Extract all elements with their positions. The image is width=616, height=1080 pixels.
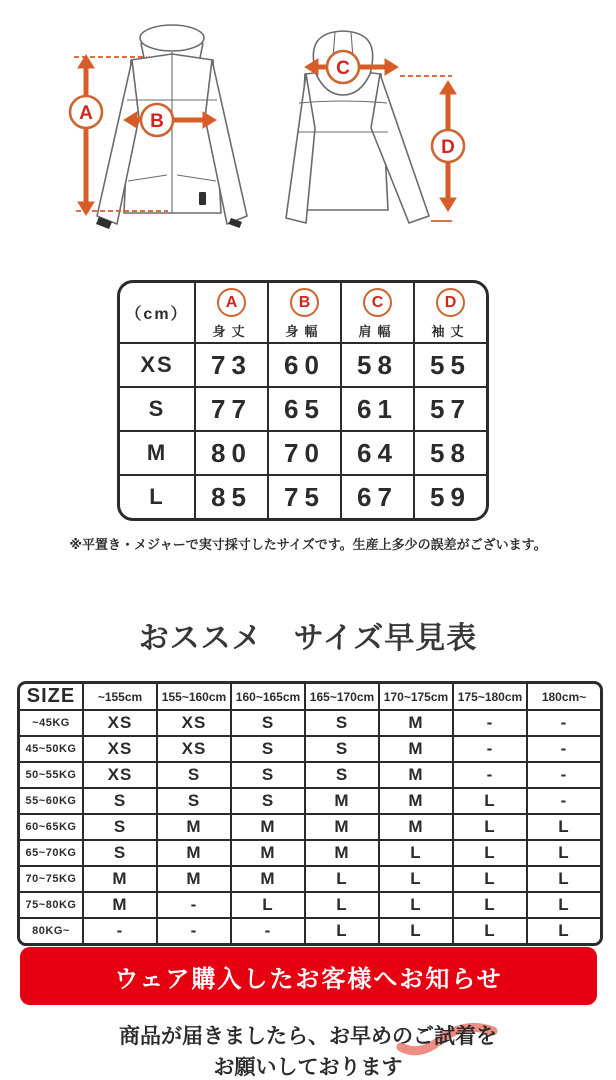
- value-cell: L: [378, 917, 452, 943]
- value-cell: S: [304, 761, 378, 787]
- value-cell: 59: [413, 474, 486, 518]
- value-cell: L: [452, 891, 526, 917]
- table-row: [20, 709, 600, 735]
- table-row: [20, 761, 600, 787]
- value-cell: S: [304, 735, 378, 761]
- value-cell: 57: [413, 386, 486, 430]
- measurement-table: [117, 280, 489, 521]
- row-header-cell: L: [120, 474, 194, 518]
- value-cell: XS: [156, 709, 230, 735]
- table-row: [20, 839, 600, 865]
- row-header-cell: 65~70KG: [20, 839, 82, 865]
- value-cell: L: [526, 865, 600, 891]
- value-cell: -: [452, 761, 526, 787]
- value-cell: L: [304, 891, 378, 917]
- value-cell: L: [452, 917, 526, 943]
- height-header-2: 160~165cm: [230, 684, 304, 709]
- height-header-4: 170~175cm: [378, 684, 452, 709]
- value-cell: L: [378, 839, 452, 865]
- value-cell: L: [452, 865, 526, 891]
- measure-label-d: D: [441, 137, 455, 158]
- value-cell: M: [304, 839, 378, 865]
- badge-a: A: [217, 288, 246, 317]
- recommend-table-body: [20, 709, 600, 943]
- value-cell: M: [82, 865, 156, 891]
- table-row: [20, 787, 600, 813]
- value-cell: -: [156, 917, 230, 943]
- size-measurement-diagram: [0, 0, 616, 270]
- value-cell: M: [378, 709, 452, 735]
- value-cell: M: [304, 787, 378, 813]
- value-cell: -: [526, 735, 600, 761]
- row-header-cell: 50~55KG: [20, 761, 82, 787]
- value-cell: 61: [340, 386, 413, 430]
- fitting-message: [0, 1021, 616, 1080]
- table-row: [120, 430, 486, 474]
- value-cell: M: [304, 813, 378, 839]
- table-row: [20, 865, 600, 891]
- measure-label-a: A: [79, 103, 93, 124]
- badge-c: C: [363, 288, 392, 317]
- fitting-message-line2: お願いしております: [213, 1056, 403, 1079]
- notice-banner: [20, 947, 597, 1005]
- value-cell: 85: [194, 474, 267, 518]
- value-cell: L: [526, 839, 600, 865]
- recommend-table-title: おススメ サイズ早見表: [138, 622, 478, 655]
- value-cell: S: [82, 839, 156, 865]
- measurement-note: ※平置き・メジャーで実寸採寸したサイズです。生産上多少の誤差がございます。: [69, 537, 547, 552]
- value-cell: 58: [340, 342, 413, 386]
- recommend-header-row: [20, 684, 600, 709]
- table-row: [120, 474, 486, 518]
- row-header-cell: S: [120, 386, 194, 430]
- value-cell: 64: [340, 430, 413, 474]
- height-header-6: 180cm~: [526, 684, 600, 709]
- value-cell: XS: [82, 735, 156, 761]
- value-cell: L: [452, 787, 526, 813]
- fitting-message-line1: 商品が届きましたら、お早めのご試着を: [119, 1025, 497, 1048]
- value-cell: L: [526, 891, 600, 917]
- value-cell: M: [378, 761, 452, 787]
- height-header-1: 155~160cm: [156, 684, 230, 709]
- row-header-cell: 45~50KG: [20, 735, 82, 761]
- value-cell: XS: [82, 761, 156, 787]
- measure-label-c: C: [336, 58, 350, 79]
- value-cell: L: [452, 839, 526, 865]
- height-header-0: ~155cm: [82, 684, 156, 709]
- value-cell: 55: [413, 342, 486, 386]
- value-cell: M: [156, 839, 230, 865]
- notice-banner-text: ウェア購入したお客様へお知らせ: [114, 965, 503, 993]
- height-header-3: 165~170cm: [304, 684, 378, 709]
- value-cell: S: [304, 709, 378, 735]
- value-cell: M: [230, 813, 304, 839]
- measurement-header-row: [120, 283, 486, 342]
- column-label-b: 身幅: [285, 323, 324, 339]
- row-header-cell: 75~80KG: [20, 891, 82, 917]
- row-header-cell: ~45KG: [20, 709, 82, 735]
- table-row: [120, 386, 486, 430]
- table-row: [20, 735, 600, 761]
- value-cell: 77: [194, 386, 267, 430]
- value-cell: 67: [340, 474, 413, 518]
- value-cell: 70: [267, 430, 340, 474]
- column-header-b: [267, 283, 340, 342]
- measure-label-b: B: [150, 111, 164, 132]
- value-cell: M: [378, 813, 452, 839]
- value-cell: L: [230, 891, 304, 917]
- value-cell: L: [378, 865, 452, 891]
- value-cell: M: [82, 891, 156, 917]
- value-cell: 65: [267, 386, 340, 430]
- value-cell: L: [378, 891, 452, 917]
- value-cell: M: [156, 813, 230, 839]
- badge-d: D: [436, 288, 465, 317]
- measurement-table-section: [117, 280, 489, 521]
- value-cell: L: [304, 917, 378, 943]
- value-cell: 80: [194, 430, 267, 474]
- measurement-table-body: [120, 342, 486, 518]
- value-cell: M: [378, 735, 452, 761]
- value-cell: 75: [267, 474, 340, 518]
- value-cell: S: [82, 787, 156, 813]
- value-cell: S: [230, 787, 304, 813]
- row-header-cell: 60~65KG: [20, 813, 82, 839]
- value-cell: -: [156, 891, 230, 917]
- badge-b: B: [290, 288, 319, 317]
- value-cell: S: [230, 761, 304, 787]
- column-header-a: [194, 283, 267, 342]
- value-cell: L: [526, 813, 600, 839]
- value-cell: -: [526, 709, 600, 735]
- column-label-a: 身丈: [212, 323, 251, 339]
- value-cell: -: [452, 735, 526, 761]
- column-header-c: [340, 283, 413, 342]
- value-cell: S: [230, 735, 304, 761]
- value-cell: -: [526, 761, 600, 787]
- row-header-cell: 70~75KG: [20, 865, 82, 891]
- recommend-size-table: [17, 681, 603, 946]
- value-cell: L: [526, 917, 600, 943]
- value-cell: -: [230, 917, 304, 943]
- row-header-cell: 55~60KG: [20, 787, 82, 813]
- table-row: [20, 813, 600, 839]
- value-cell: -: [82, 917, 156, 943]
- corner-header: SIZE: [26, 685, 76, 707]
- value-cell: M: [230, 839, 304, 865]
- row-header-cell: 80KG~: [20, 917, 82, 943]
- value-cell: -: [452, 709, 526, 735]
- value-cell: S: [82, 813, 156, 839]
- unit-header: （cm）: [125, 306, 189, 323]
- recommend-table-section: [17, 681, 603, 946]
- value-cell: M: [230, 865, 304, 891]
- table-row: [20, 891, 600, 917]
- column-header-d: [413, 283, 486, 342]
- table-row: [20, 917, 600, 943]
- value-cell: M: [156, 865, 230, 891]
- value-cell: XS: [156, 735, 230, 761]
- height-header-5: 175~180cm: [452, 684, 526, 709]
- value-cell: L: [452, 813, 526, 839]
- value-cell: S: [156, 787, 230, 813]
- column-label-d: 袖丈: [431, 323, 470, 339]
- value-cell: M: [378, 787, 452, 813]
- value-cell: 73: [194, 342, 267, 386]
- value-cell: S: [156, 761, 230, 787]
- table-row: [120, 342, 486, 386]
- value-cell: 58: [413, 430, 486, 474]
- row-header-cell: M: [120, 430, 194, 474]
- value-cell: -: [526, 787, 600, 813]
- value-cell: L: [304, 865, 378, 891]
- column-label-c: 肩幅: [358, 323, 397, 339]
- value-cell: XS: [82, 709, 156, 735]
- row-header-cell: XS: [120, 342, 194, 386]
- value-cell: 60: [267, 342, 340, 386]
- value-cell: S: [230, 709, 304, 735]
